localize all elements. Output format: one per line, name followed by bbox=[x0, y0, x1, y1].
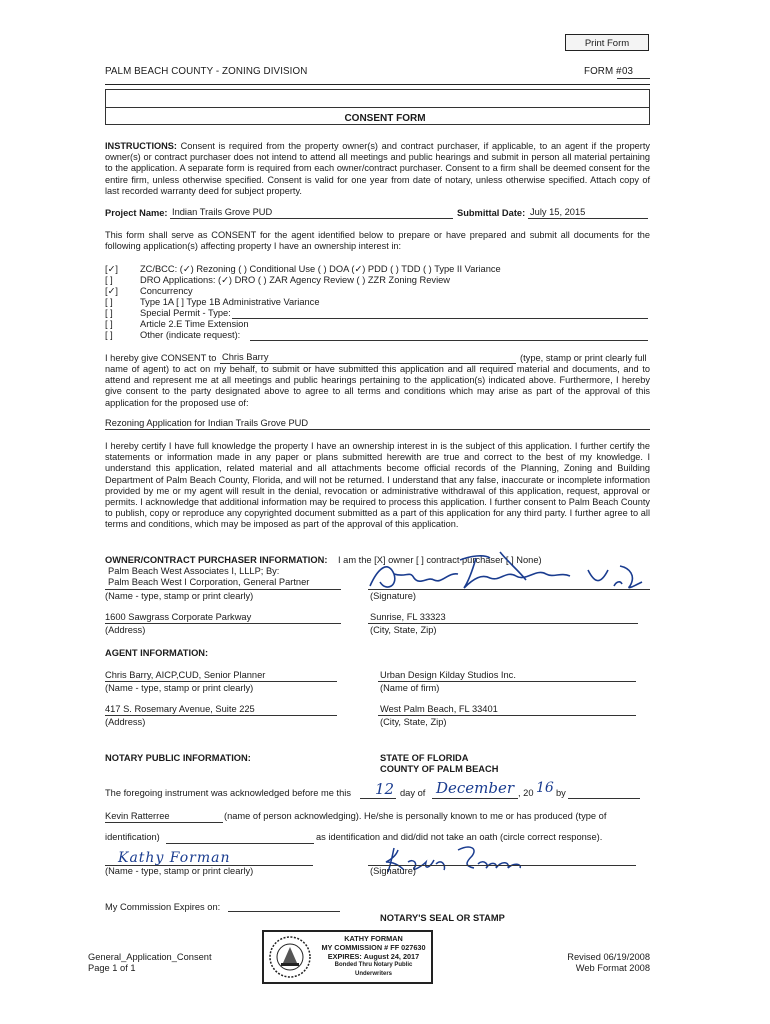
form-title: CONSENT FORM bbox=[344, 113, 426, 124]
agent-name-field[interactable]: Chris Barry bbox=[222, 352, 269, 362]
owner-heading: OWNER/CONTRACT PURCHASER INFORMATION: bbox=[105, 555, 328, 565]
ack-month-field[interactable]: December bbox=[436, 779, 515, 797]
seal-name: KATHY FORMAN bbox=[344, 934, 403, 943]
notary-printed-name[interactable]: Kathy Forman bbox=[118, 850, 231, 866]
notary-name-caption: (Name - type, stamp or print clearly) bbox=[105, 866, 254, 876]
agent-heading: AGENT INFORMATION: bbox=[105, 648, 209, 658]
identification-suffix: as identification and did/did not take an oath (circle correct response). bbox=[316, 832, 603, 842]
project-name-label: Project Name: bbox=[105, 208, 168, 218]
print-form-button[interactable]: Print Form bbox=[565, 34, 649, 51]
check-type-1a[interactable]: [ ] bbox=[105, 297, 113, 307]
instructions bbox=[105, 141, 650, 197]
ack-person-field[interactable]: Kevin Ratterree bbox=[105, 811, 170, 821]
seal-bonded: Bonded Thru Notary Public Underwriters bbox=[334, 962, 413, 977]
notary-seal bbox=[262, 930, 433, 984]
agent-city-field[interactable]: West Palm Beach, FL 33401 bbox=[380, 704, 498, 714]
owner-city-field[interactable]: Sunrise, FL 33323 bbox=[370, 612, 446, 622]
seal-expires: EXPIRES: August 24, 2017 bbox=[327, 952, 420, 961]
owner-name-line1[interactable]: Palm Beach West Associates I, LLLP; By: bbox=[108, 566, 280, 576]
agent-address-caption: (Address) bbox=[105, 717, 146, 727]
consent-intro: This form shall serve as CONSENT for the agent identified below to prepare or have prepared and submit all documents for the following application(s) affecting property I have an ownership interest in: bbox=[105, 230, 650, 252]
agent-address-field[interactable]: 417 S. Rosemary Avenue, Suite 225 bbox=[105, 704, 255, 714]
agent-firm-caption: (Name of firm) bbox=[380, 683, 440, 693]
project-name-field[interactable]: Indian Trails Grove PUD bbox=[172, 207, 273, 217]
owner-type-selector[interactable]: I am the [X] owner [ ] contract purchaser [ ] None) bbox=[338, 555, 542, 565]
ack-person-suffix: (name of person acknowledging). He/she is personally known to me or has produced (type of bbox=[224, 811, 607, 821]
notary-heading: NOTARY PUBLIC INFORMATION: bbox=[105, 753, 251, 763]
form-number-value[interactable]: 03 bbox=[622, 66, 634, 77]
check-special-permit[interactable]: [ ] bbox=[105, 308, 113, 318]
instructions-label: INSTRUCTIONS: bbox=[105, 141, 177, 151]
owner-address-field[interactable]: 1600 Sawgrass Corporate Parkway bbox=[105, 612, 252, 622]
item-concurrency: Concurrency bbox=[140, 286, 193, 296]
commission-label: My Commission Expires on: bbox=[105, 902, 221, 912]
instructions-text: Consent is required from the property owner(s) and contract purchaser, if applicable, to an agent if the property owner(s) or contract purchaser does not intend to attend all meetings and public hearings and submit in person all material pertaining to the application. A separate form is required from each owner/contract purchaser. Consent to a firm shall be deemed consent for the entire firm, unless otherwise specified. Consent is valid for one year from date of notary, unless otherwise specified. Attach copy of last recorded warranty deed for subject property. bbox=[105, 141, 650, 196]
consent-suffix: (type, stamp or print clearly full bbox=[520, 353, 647, 363]
owner-signature-caption: (Signature) bbox=[370, 591, 416, 601]
item-dro: DRO Applications: (✓) DRO ( ) ZAR Agency Review ( ) ZZR Zoning Review bbox=[140, 275, 451, 285]
submittal-date-label: Submittal Date: bbox=[457, 208, 526, 218]
agent-city-caption: (City, State, Zip) bbox=[380, 717, 447, 727]
owner-name-caption: (Name - type, stamp or print clearly) bbox=[105, 591, 254, 601]
ack-year-prefix: , 20 bbox=[518, 788, 534, 798]
item-zc-bcc: ZC/BCC: (✓) Rezoning ( ) Conditional Use ( ) DOA (✓) PDD ( ) TDD ( ) Type II Variance bbox=[140, 264, 501, 274]
notary-signature-caption: (Signature) bbox=[370, 866, 416, 876]
notary-county: COUNTY OF PALM BEACH bbox=[380, 764, 499, 774]
division-title: PALM BEACH COUNTY - ZONING DIVISION bbox=[105, 66, 308, 77]
ack-day-field[interactable]: 12 bbox=[375, 780, 395, 798]
ack-prefix: The foregoing instrument was acknowledged before me this bbox=[105, 788, 351, 798]
ack-by: by bbox=[556, 788, 566, 798]
submittal-date-field[interactable]: July 15, 2015 bbox=[530, 207, 586, 217]
check-other[interactable]: [ ] bbox=[105, 330, 113, 340]
consent-body: name of agent) to act on my behalf, to submit or have submitted this application and all required material and documents, and to attend and represent me at all meetings and public hearings pertaining to the application(s) indicated above. Furthermore, I hereby give consent to the party designated above to agree to all terms and conditions which may arise as part of the approval of this application for the proposed use of: bbox=[105, 364, 650, 408]
check-zc-bcc[interactable]: [✓] bbox=[105, 264, 118, 274]
identification-label: identification) bbox=[105, 832, 160, 842]
owner-signature bbox=[350, 548, 650, 598]
footer-page: Page 1 of 1 bbox=[88, 963, 136, 973]
seal-heading: NOTARY'S SEAL OR STAMP bbox=[380, 913, 505, 923]
agent-name-caption: (Name - type, stamp or print clearly) bbox=[105, 683, 254, 693]
item-time-extension: Article 2.E Time Extension bbox=[140, 319, 249, 329]
item-type-1a: Type 1A [ ] Type 1B Administrative Variance bbox=[140, 297, 320, 307]
owner-name-line2[interactable]: Palm Beach West I Corporation, General Partner bbox=[108, 577, 310, 587]
form-number-label: FORM # bbox=[584, 66, 622, 77]
footer-form-name: General_Application_Consent bbox=[88, 952, 212, 962]
ack-year-field[interactable]: 16 bbox=[536, 780, 554, 796]
agent-name-field[interactable]: Chris Barry, AICP,CUD, Senior Planner bbox=[105, 670, 266, 680]
certification-text: I hereby certify I have full knowledge the property I have an ownership interest in is the subject of this application. I further certify the statements or information made in any paper or plans submitted herewith are true and correct to the best of my knowledge. I understand this application, related material and all attachments become official records of the Planning, Zoning and Building Department of Palm Beach County, Florida, and will not be returned. I understand that any false, inaccurate or incomplete information provided by me or my agent will result in the denial, revocation or administrative withdrawal of this application, request, approval or permits. I acknowledge that additional information may be required to process this application. I further consent to Palm Beach County to publish, copy or reproduce any copyrighted document submitted as a part of this application for any third party. I further agree to all terms and conditions, which may be imposed as part of the approval of this application. bbox=[105, 441, 650, 530]
agent-firm-field[interactable]: Urban Design Kilday Studios Inc. bbox=[380, 670, 516, 680]
seal-commission: MY COMMISSION # FF 027630 bbox=[321, 943, 426, 952]
item-special-permit: Special Permit - Type: bbox=[140, 308, 231, 318]
consent-prefix: I hereby give CONSENT to bbox=[105, 353, 217, 363]
check-dro[interactable]: [ ] bbox=[105, 275, 113, 285]
seal-emblem-icon bbox=[267, 935, 313, 979]
owner-city-caption: (City, State, Zip) bbox=[370, 625, 437, 635]
notary-state: STATE OF FLORIDA bbox=[380, 753, 469, 763]
proposed-use-field[interactable]: Rezoning Application for Indian Trails Grove PUD bbox=[105, 418, 309, 428]
footer-revised: Revised 06/19/2008 bbox=[567, 952, 650, 962]
footer-web-format: Web Format 2008 bbox=[575, 963, 650, 973]
check-time-extension[interactable]: [ ] bbox=[105, 319, 113, 329]
item-other: Other (indicate request): bbox=[140, 330, 241, 340]
owner-address-caption: (Address) bbox=[105, 625, 146, 635]
check-concurrency[interactable]: [✓] bbox=[105, 286, 118, 296]
ack-day-of: day of bbox=[400, 788, 426, 798]
